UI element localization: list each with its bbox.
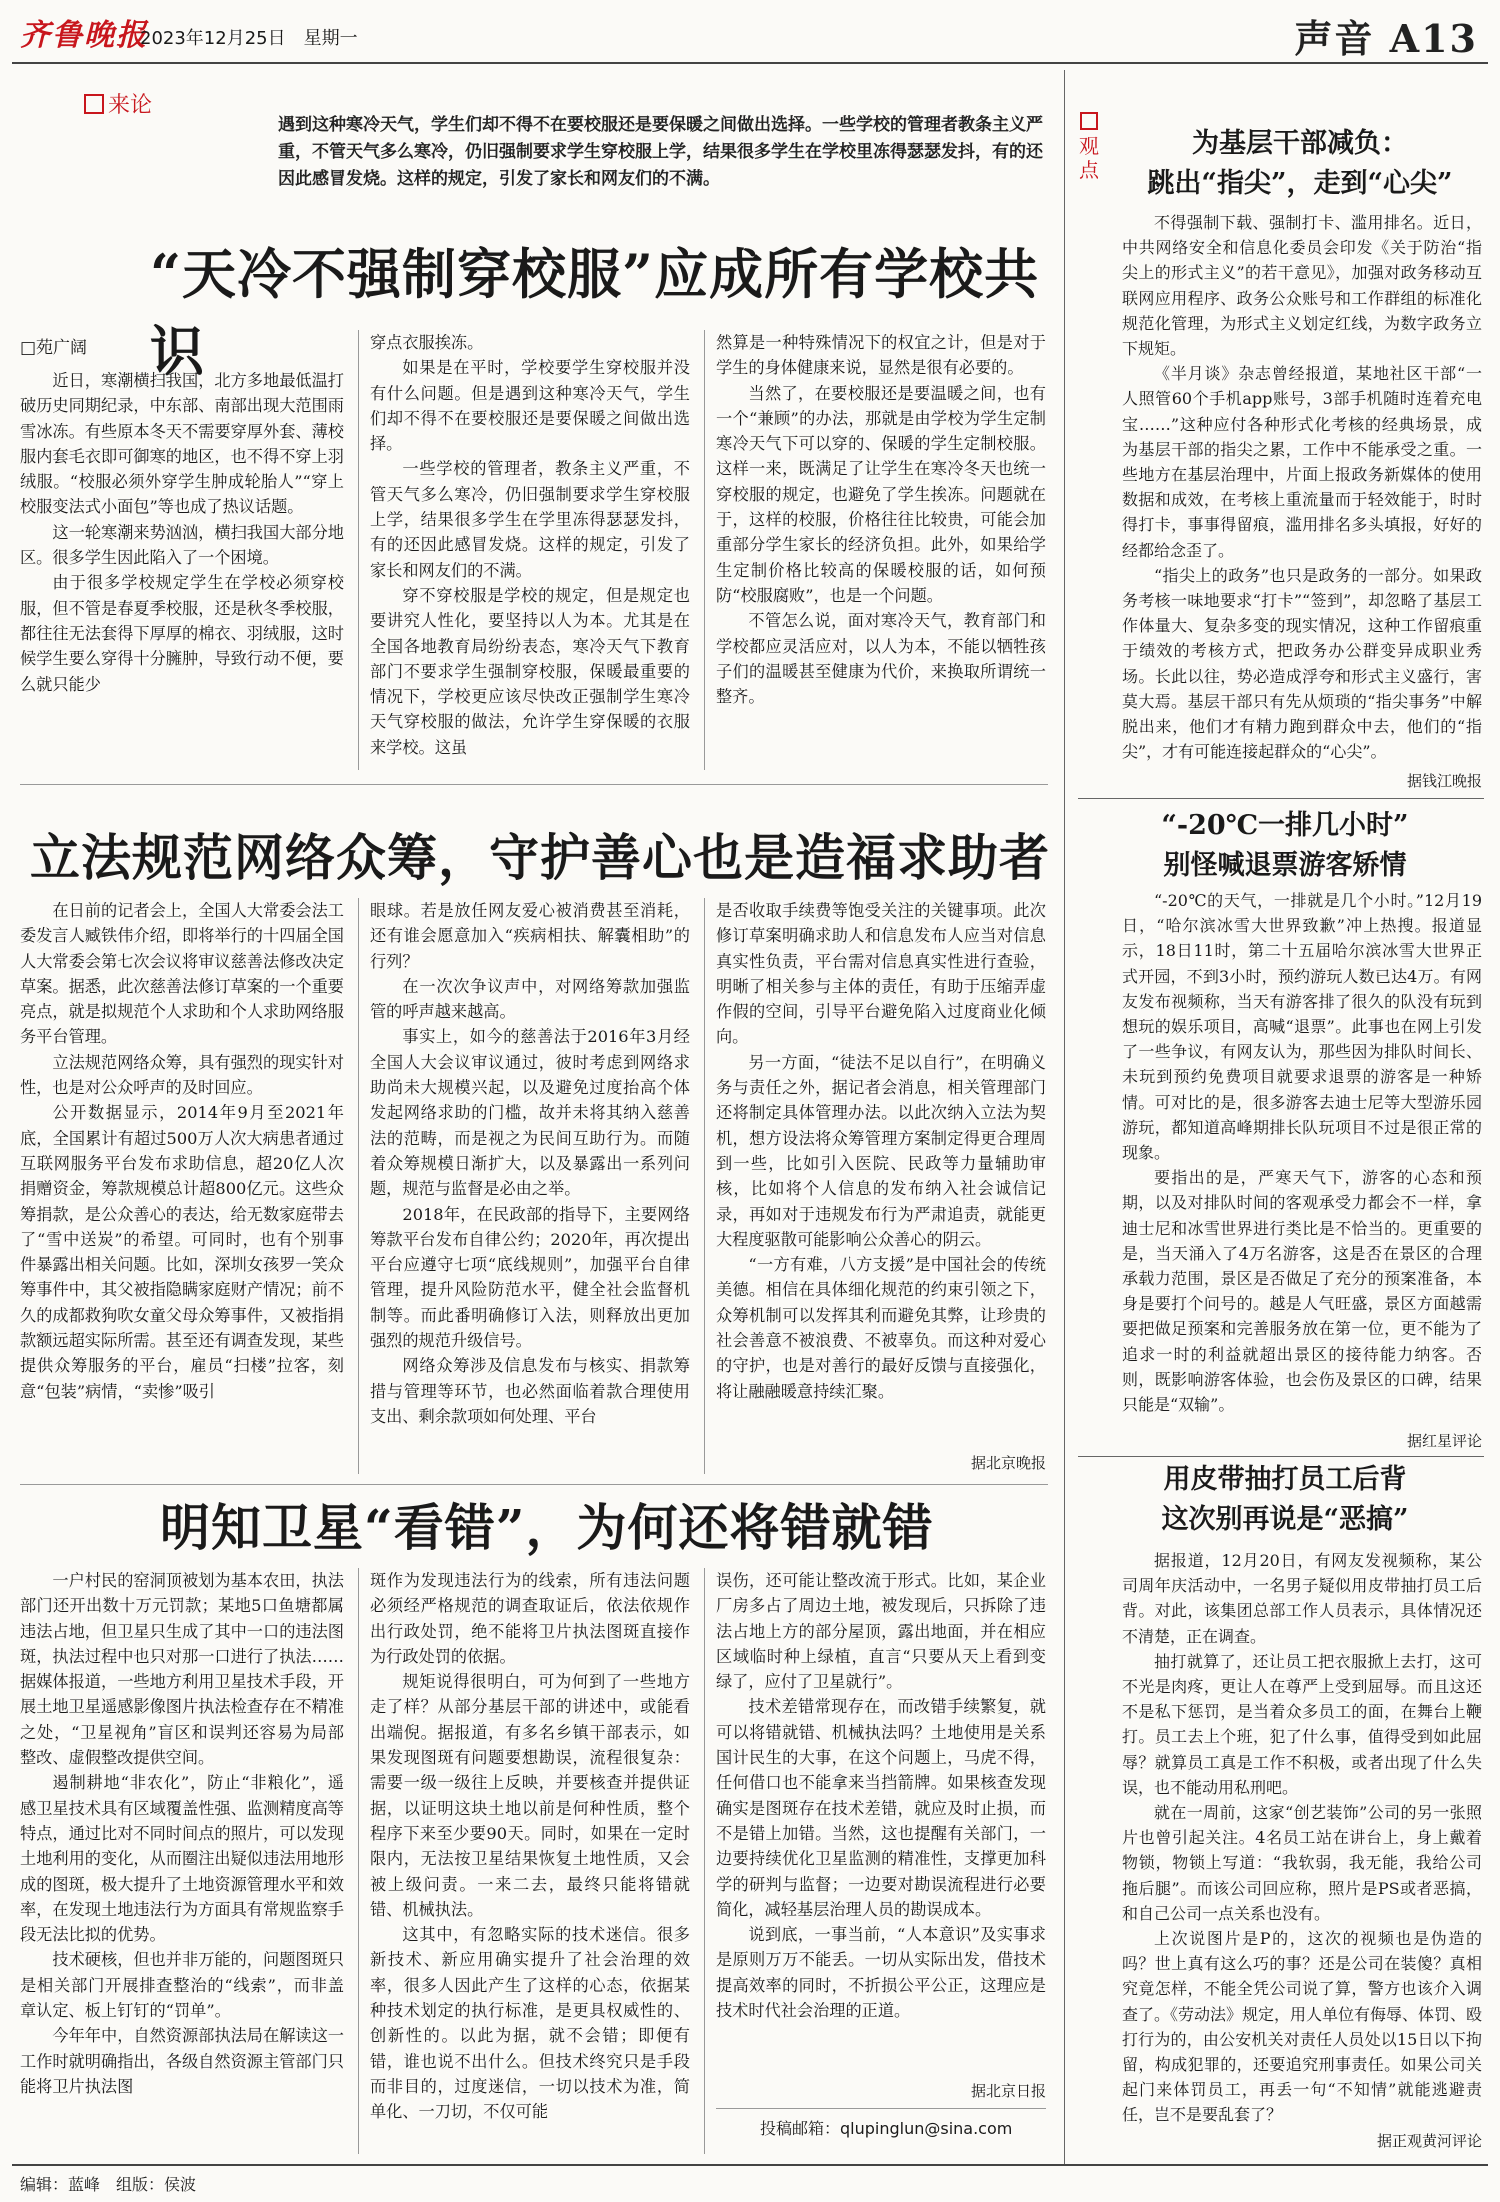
article3-column: [716, 1568, 1046, 2076]
paragraph: 《半月谈》杂志曾经报道，某地社区干部“一人照管60个手机app账号，3部手机随时连着充电宝……”这种应付各种形式化考核的经典场景，成为基层干部的指尖之累，工作中不能承受之重。一些地方在基层治理中，片面上报政务新媒体的使用数据和成效，在考核上重流量而于轻效能于，时时得打卡，事事得留痕，滥用排名多头填报，好好的经都给念歪了。: [1122, 364, 1482, 560]
article3-title: 明知卫星“看错”，为何还将错就错: [160, 1498, 934, 1557]
header-rule: [12, 62, 1488, 64]
paragraph: 抽打就算了，还让员工把衣服掀上去打，这可不光是肉疼，更让人在尊严上受到屈辱。而且这还不是私下惩罚，是当着众多员工的面，在舞台上鞭打。员工去上个班，犯了什么事，值得受到如此屈辱？就算员工真是工作不积极，或者出现了什么失误，也不能动用私刑吧。: [1122, 1651, 1482, 1797]
paragraph: “一方有难，八方支援”是中国社会的传统美德。相信在具体细化规范的约束引领之下，众筹机制可以发挥其利而避免其弊，让珍贵的社会善意不被浪费、不被辜负。而这种对爱心的守护，也是对善行的最好反馈与直接强化，将让融融暖意持续汇聚。: [716, 1255, 1046, 1401]
paragraph: 误伤，还可能让整改流于形式。比如，某企业厂房多占了周边土地，被发现后，只拆除了违法占地上方的部分屋顶，露出地面，并在相应区域临时种上绿植，直言“只要从天上看到变绿了，应付了卫星就行”。: [716, 1571, 1046, 1692]
paragraph: 穿点衣服挨冻。: [370, 333, 484, 352]
article1-column: [370, 330, 690, 770]
column-divider: [358, 1568, 359, 2154]
paragraph: 另一方面，“徒法不足以自行”，在明确义务与责任之外，据记者会消息，相关管理部门还将制定具体管理办法。以此次纳入立法为契机，想方设法将众筹管理方案制定得更合理周到一些，比如引入医院、民政等力量辅助审核，比如将个人信息的发布纳入社会诚信记录，再如对于违规发布行为严肃追责，就能更大程度驱散可能影响公众善心的阴云。: [716, 1052, 1046, 1249]
side-article3-title-line1: 用皮带抽打员工后背: [1163, 1464, 1407, 1495]
section-divider: [20, 1484, 1048, 1485]
side-article1-title-line2: 跳出“指尖”，走到“心尖”: [1147, 168, 1453, 199]
paragraph: “-20℃的天气，一排就是几个小时。”12月19日，“哈尔滨冰雪大世界致歉”冲上热搜。报道显示，18日11时，第二十五届哈尔滨冰雪大世界正式开园，不到3小时，预约游玩人数已达4万。有网友发布视频称，当天有游客排了很久的队没有玩到想玩的娱乐项目，高喊“退票”。此事也在网上引发了一些争议，有网友认为，那些因为排队时间长、未玩到预约免费项目就要求退票的游客是一种矫情。可对比的是，很多游客去迪士尼等大型游乐园游玩，都知道高峰期排长队玩项目不过是很正常的现象。: [1122, 891, 1482, 1163]
column-divider: [358, 330, 359, 770]
column-divider: [358, 898, 359, 1474]
sidebar-tag-label: 观点: [1079, 134, 1099, 182]
footer-credits: 编辑：蓝峰 组版：侯波: [20, 2175, 197, 2194]
issue-date: 2023年12月25日 星期一: [140, 28, 358, 49]
section-tag-label: 来论: [108, 93, 153, 118]
article2-source: 据北京晚报: [970, 1454, 1046, 1472]
side-article2-title: [1090, 806, 1480, 886]
article3-source: 据北京日报: [970, 2082, 1046, 2100]
article2-column: [716, 898, 1046, 1450]
sidebar-tag: [1078, 112, 1100, 182]
paragraph: 不管怎么说，面对寒冷天气，教育部门和学校都应灵活应对，以人为本，不能以牺牲孩子们的温暖甚至健康为代价，来换取所谓统一整齐。: [716, 611, 1046, 707]
paragraph: 要指出的是，严寒天气下，游客的心态和预期，以及对排队时间的客观承受力都会不一样，拿迪士尼和冰雪世界进行类比是不恰当的。更重要的是，当天涌入了4万名游客，这是否在景区的合理承载力范围，景区是否做足了充分的预案准备，本身是要打个问号的。越是人气旺盛，景区方面越需要把做足预案和完善服务放在第一位，更不能为了追求一时的利益就超出景区的接待能力纳客。否则，既影响游客体验，也会伤及景区的口碑，结果只能是“双输”。: [1122, 1168, 1482, 1415]
box-icon: [1080, 112, 1098, 130]
side-article2-body: [1122, 888, 1482, 1426]
side-article3-title-line2: 这次别再说是“恶搞”: [1161, 1504, 1409, 1535]
section-tag: [84, 88, 152, 119]
box-icon: [84, 94, 104, 114]
paragraph: 是否收取手续费等饱受关注的关键事项。此次修订草案明确求助人和信息发布人应当对信息真实性负责，平台需对信息真实性进行查验，明晰了相关参与主体的责任，有助于压缩弄虚作假的空间，引导平台避免陷入过度商业化倾向。: [716, 901, 1046, 1047]
side-article2-title-line2: 别怪喊退票游客矫情: [1163, 850, 1407, 881]
paragraph: 今年年中，自然资源部执法局在解读这一工作时就明确指出，各级自然资源主管部门只能将卫片执法图: [20, 2026, 344, 2096]
paragraph: 斑作为发现违法行为的线索，所有违法问题必须经严格规范的调查取证后，依法依规作出行政处罚，绝不能将卫片执法图斑直接作为行政处罚的依据。: [370, 1571, 690, 1666]
article1-title: “天冷不强制穿校服”应成所有学校共识: [150, 242, 1040, 383]
section-divider: [20, 784, 1048, 785]
paragraph: 不得强制下载、强制打卡、滥用排名。近日，中共网络安全和信息化委员会印发《关于防治“指尖上的形式主义”的若干意见》，加强对政务移动互联网应用程序、政务公众账号和工作群组的标准化规范化管理，为形式主义划定红线，为数字政务立下规矩。: [1122, 213, 1482, 359]
submission-email: 投稿邮箱：qlupinglun@sina.com: [760, 2119, 1013, 2138]
column-divider: [704, 898, 705, 1474]
paragraph: 一些学校的管理者，教条主义严重，不管天气多么寒冷，仍旧强制要求学生穿校服上学，结果很多学生在学里冻得瑟瑟发抖，有的还因此感冒发烧。这样的规定，引发了家长和网友们的不满。: [370, 459, 690, 580]
page-label: 声音 A13: [1294, 16, 1478, 61]
paragraph: 这其中，有忽略实际的技术迷信。很多新技术、新应用确实提升了社会治理的效率，很多人因此产生了这样的心态，依据某种技术划定的执行标准，是更具权威性的、创新性的。以此为据，就不会错；即便有错，谁也说不出什么。但技术终究只是手段而非目的，过度迷信，一切以技术为准，简单化、一刀切，不仅可能: [370, 1925, 690, 2122]
paragraph: “指尖上的政务”也只是政务的一部分。如果政务考核一味地要求“打卡”“签到”，却忽略了基层工作体量大、复杂多变的现实情况，这种工作留痕重于绩效的考核方式，把政务办公群变异成职业秀场。长此以往，势必造成浮夸和形式主义盛行，害莫大焉。基层干部只有先从烦琐的“指尖事务”中解脱出来，他们才有精力跑到群众中去，他们的“指尖”，才有可能连接起群众的“心尖”。: [1122, 565, 1482, 762]
article3-column: [20, 1568, 344, 2154]
sidebar-divider: [1064, 70, 1065, 2164]
lead-summary: 遇到这种寒冷天气，学生们却不得不在要校服还是要保暖之间做出选择。一些学校的管理者教条主义严重，不管天气多么寒冷，仍旧强制要求学生穿校服上学，结果很多学生在学校里冻得瑟瑟发抖，有的还因此感冒发烧。这样的规定，引发了家长和网友们的不满。: [278, 115, 1043, 189]
paragraph: 近日，寒潮横扫我国，北方多地最低温打破历史同期纪录，中东部、南部出现大范围雨雪冰冻。有些原本冬天不需要穿厚外套、薄校服内套毛衣即可御寒的地区，也不得不穿上羽绒服。“校服必须外穿学生肿成轮胎人”“穿上校服变法式小面包”等也成了热议话题。: [20, 371, 344, 517]
side-article1-body: [1122, 210, 1482, 766]
paragraph: 技术硬核，但也并非万能的，问题图斑只是相关部门开展排查整治的“线索”，而非盖章认定、板上钉钉的“罚单”。: [20, 1950, 344, 2021]
paragraph: 据报道，12月20日，有网友发视频称，某公司周年庆活动中，一名男子疑似用皮带抽打员工后背。对此，该集团总部工作人员表示，具体情况还不清楚，正在调查。: [1122, 1551, 1482, 1646]
email-divider: [716, 2108, 1046, 2109]
paragraph: 在一次次争议声中，对网络筹款加强监管的呼声越来越高。: [370, 976, 690, 1022]
article1-column: [20, 368, 344, 768]
side-article3-body: [1122, 1548, 1482, 2126]
paragraph: 穿不穿校服是学校的规定，但是规定也要讲究人性化，要坚持以人为本。尤其是在全国各地教育局纷纷表态，寒冷天气下教育部门不要求学生强制穿校服，保暖最重要的情况下，学校更应该尽快改正强制学生寒冷天气穿校服的做法，允许学生穿保暖的衣服来学校。这虽: [370, 585, 690, 757]
paragraph: 这一轮寒潮来势汹汹，横扫我国大部分地区。很多学生因此陷入了一个困境。: [20, 522, 344, 568]
paragraph: 2018年，在民政部的指导下，主要网络筹款平台发布自律公约；2020年，再次提出平台应遵守七项“底线规则”，加强平台自律管理，提升风险防范水平，健全社会监督机制等。而此番明确修订入法，则释放出更加强烈的规范升级信号。: [370, 1204, 690, 1351]
section-divider: [1078, 1456, 1484, 1457]
paragraph: 规矩说得很明白，可为何到了一些地方走了样？从部分基层干部的讲述中，或能看出端倪。据报道，有多名乡镇干部表示，如果发现图斑有问题要想勘误，流程很复杂：需要一级一级往上反映，并要核查并提供证据，以证明这块土地以前是何种性质，整个程序下来至少要90天。同时，如果在一定时限内，无法按卫星结果恢复土地性质，又会被上级问责。一来二去，最终只能将错就错、机械执法。: [370, 1672, 690, 1919]
side-article1-source: 据钱江晚报: [1406, 772, 1482, 790]
column-divider: [704, 330, 705, 770]
paragraph: 网络众筹涉及信息发布与核实、捐款筹措与管理等环节，也必然面临着款合理使用支出、剩余款项如何处理、平台: [370, 1356, 690, 1426]
column-divider: [704, 1568, 705, 2154]
article1-byline: □苑广阔: [20, 338, 88, 358]
paragraph: 说到底，一事当前，“人本意识”及实事求是原则万万不能丢。一切从实际出发，借技术提高效率的同时，不折损公平公正，这理应是技术时代社会治理的正道。: [716, 1925, 1046, 2021]
article1-column: [716, 330, 1046, 770]
article2-title: 立法规范网络众筹，守护善心也是造福求助者: [30, 828, 1050, 887]
paragraph: 如果是在平时，学校要学生穿校服并没有什么问题。但是遇到这种寒冷天气，学生们却不得不在要校服还是要保暖之间做出选择。: [370, 358, 690, 454]
side-article3-title: [1090, 1460, 1480, 1540]
paragraph: 在日前的记者会上，全国人大常委会法工委发言人臧铁伟介绍，即将举行的十四届全国人大常委会第七次会议将审议慈善法修改决定草案。据悉，此次慈善法修订草案的一个重要亮点，就是拟规范个人求助和个人求助网络服务平台管理。: [20, 901, 344, 1047]
paragraph: 然算是一种特殊情况下的权宜之计，但是对于学生的身体健康来说，显然是很有必要的。: [716, 333, 1046, 378]
paragraph: 当然了，在要校服还是要温暖之间，也有一个“兼顾”的办法，那就是由学校为学生定制寒冷天气下可以穿的、保暖的学生定制校服。这样一来，既满足了让学生在寒冷冬天也统一穿校服的规定，也避免了学生挨冻。问题就在于，这样的校服，价格往往比较贵，可能会加重部分学生家长的经济负担。此外，如果给学生定制价格比较高的保暖校服的话，如何预防“校服腐败”，也是一个问题。: [716, 383, 1046, 605]
paragraph: 一户村民的窑洞顶被划为基本农田，执法部门还开出数十万元罚款；某地5口鱼塘都属违法占地，但卫星只生成了其中一口的违法图斑，执法过程中也只对那一口进行了执法……据媒体报道，一些地方利用卫星技术手段，开展土地卫星遥感影像图片执法检查存在不精准之处，“卫星视角”盲区和误判还容易为局部整改、虚假整改提供空间。: [20, 1571, 344, 1768]
paragraph: 由于很多学校规定学生在学校必须穿校服，但不管是春夏季校服，还是秋冬季校服，都往往无法套得下厚厚的棉衣、羽绒服，这时候学生要么穿得十分臃肿，导致行动不便，要么就只能少: [20, 573, 344, 694]
side-article1-title: [1120, 124, 1480, 204]
article2-column: [20, 898, 344, 1474]
paragraph: 技术差错常现存在，而改错手续繁复，就可以将错就错、机械执法吗？土地使用是关系国计民生的大事，在这个问题上，马虎不得，任何借口也不能拿来当挡箭牌。如果核查发现确实是图斑存在技术差错，就应及时止损，而不是错上加错。当然，这也提醒有关部门，一边要持续优化卫星监测的精准性，支撑更加科学的研判与监督；一边要对勘误流程进行必要简化，减轻基层治理人员的勘误成本。: [716, 1697, 1046, 1919]
paragraph: 上次说图片是P的，这次的视频也是伪造的吗？世上真有这么巧的事？还是公司在装傻？真相究竟怎样，不能全凭公司说了算，警方也该介入调查了。《劳动法》规定，用人单位有侮辱、体罚、殴打行为的，由公安机关对责任人员处以15日以下拘留，构成犯罪的，还要追究刑事责任。如果公司关起门来体罚员工，再丢一句“不知情”就能逃避责任，岂不是要乱套了？: [1122, 1929, 1482, 2125]
article2-column: [370, 898, 690, 1474]
paragraph: 眼球。若是放任网友爱心被消费甚至消耗，还有谁会愿意加入“疾病相扶、解囊相助”的行列？: [370, 901, 690, 971]
article3-column: [370, 1568, 690, 2154]
paragraph: 公开数据显示，2014年9月至2021年底，全国累计有超过500万人次大病患者通过互联网服务平台发布求助信息，超20亿人次捐赠资金，筹款规模总计超800亿元。这些众筹捐款，是公众善心的表达，给无数家庭带去了“雪中送炭”的希望。可同时，也有个别事件暴露出相关问题。比如，深圳女孩罗一笑众筹事件中，其父被指隐瞒家庭财产情况；前不久的成都救狗吹女童父母众筹事件，又被指捐款额远超实际所需。甚至还有调查发现，某些提供众筹服务的平台，雇员“扫楼”拉客，刻意“包装”病情，“卖惨”吸引: [20, 1103, 344, 1401]
paragraph: 就在一周前，这家“创艺装饰”公司的另一张照片也曾引起关注。4名员工站在讲台上，身上戴着物锁，物锁上写道：“我软弱，我无能，我给公司拖后腿”。而该公司回应称，照片是PS或者恶搞，和自己公司一点关系也没有。: [1122, 1803, 1482, 1923]
side-article1-title-line1: 为基层干部减负：: [1192, 128, 1408, 159]
paragraph: 事实上，如今的慈善法于2016年3月经全国人大会议审议通过，彼时考虑到网络求助尚未大规模兴起，以及避免过度抬高个体发起网络求助的门槛，故并未将其纳入慈善法的范畴，而是视之为民间互助行为。而随着众筹规模日渐扩大，以及暴露出一系列问题，规范与监督是必由之举。: [370, 1027, 690, 1199]
side-article3-source: 据正观黄河评论: [1376, 2132, 1482, 2150]
paragraph: 遏制耕地“非农化”，防止“非粮化”，遥感卫星技术具有区域覆盖性强、监测精度高等特点，通过比对不同时间点的照片，可以发现土地利用的变化，从而圈注出疑似违法用地形成的图斑，极大提升了土地资源管理水平和效率，在发现土地违法行为方面具有常规监察手段无法比拟的优势。: [20, 1773, 344, 1945]
side-article2-title-line1: “-20℃一排几小时”: [1161, 810, 1409, 841]
side-article2-source: 据红星评论: [1406, 1432, 1482, 1450]
footer-rule: [12, 2164, 1488, 2166]
section-divider: [1078, 798, 1484, 799]
paragraph: 立法规范网络众筹，具有强烈的现实针对性，也是对公众呼声的及时回应。: [20, 1052, 344, 1098]
masthead: 齐鲁晚报: [20, 18, 148, 53]
